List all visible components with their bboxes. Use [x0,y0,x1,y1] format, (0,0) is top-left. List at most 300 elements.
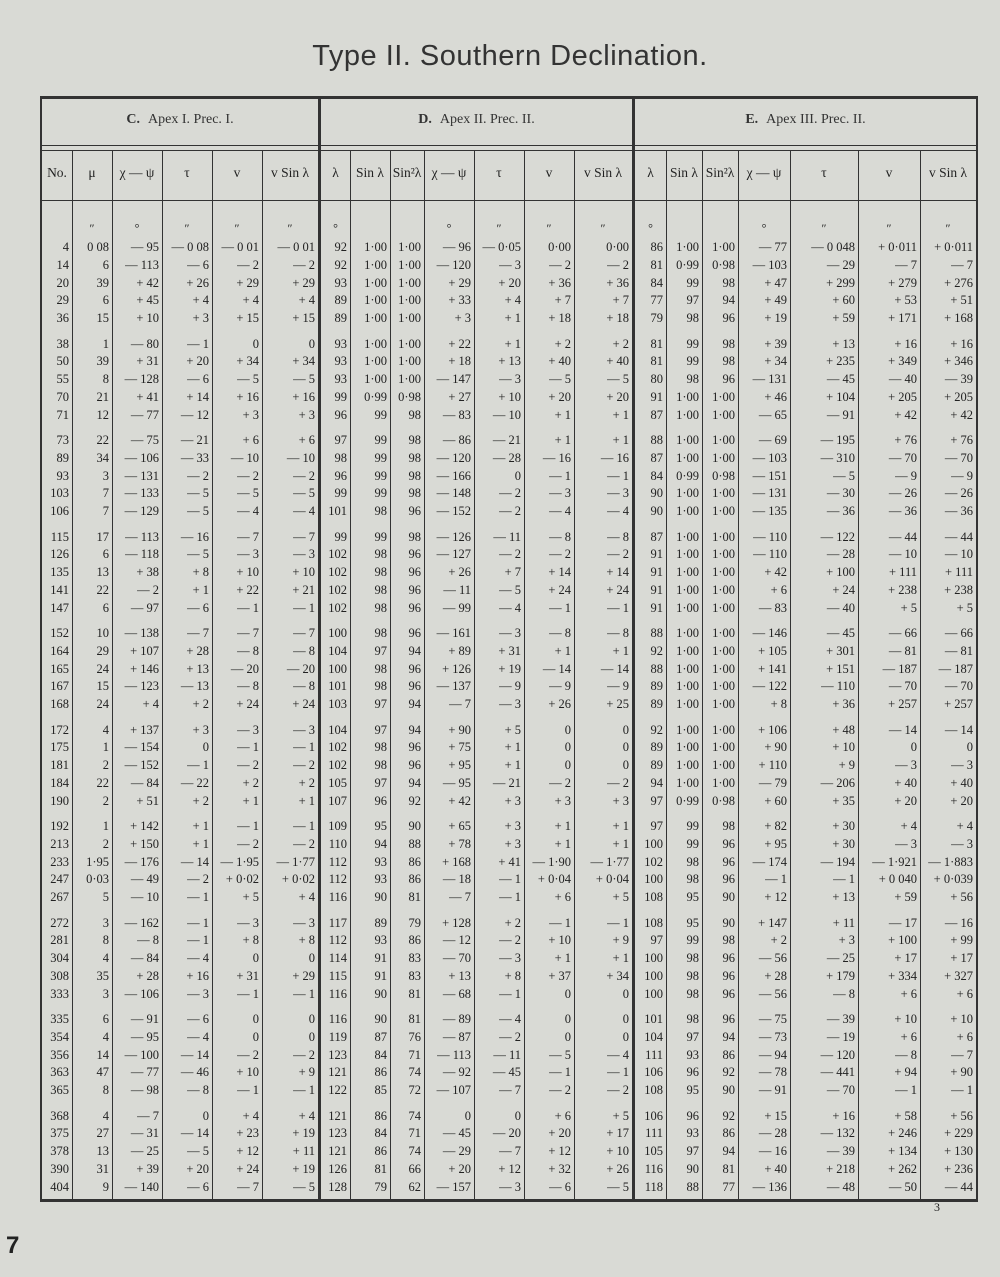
table-cell: 1·00 [676,486,699,501]
table-row [0,408,1000,425]
column-header: v [885,165,893,180]
table-cell: 96 [686,1108,699,1123]
table-cell: 89 [650,758,663,773]
table-cell: — 16 [542,450,571,465]
table-cell: + 22 [236,582,259,597]
table-cell: 116 [328,1012,347,1026]
table-cell: 112 [328,854,347,869]
table-cell: 1·00 [712,600,735,615]
table-cell: 91 [650,389,663,404]
unit-label: ″ [234,221,240,235]
table-cell: — 5 [187,1144,209,1159]
table-cell: 39 [96,354,109,369]
table-cell: + 31 [136,354,159,369]
table-cell: + 10 [548,933,571,948]
table-cell: — 4 [499,600,521,615]
table-cell: 233 [50,854,69,869]
table-cell: 375 [50,1126,69,1141]
table-cell: + 128 [442,915,471,930]
table-cell: 0 [564,986,571,1001]
table-cell: — 1 [237,600,259,615]
table-cell: + 18 [448,354,471,369]
table-cell: 96 [408,626,421,640]
table-cell: 72 [408,1083,421,1098]
table-cell: + 2 [504,915,521,930]
table-cell: 22 [96,775,109,790]
table-cell: + 29 [292,275,315,290]
table-cell: 107 [328,793,347,808]
table-cell: 6 [102,1012,109,1026]
table-cell: 98 [722,336,735,351]
table-cell: — 136 [752,1179,787,1194]
table-cell: — 5 [237,486,259,501]
table-cell: 116 [328,890,347,905]
table-cell: + 141 [758,661,787,676]
table-cell: — 6 [549,1179,571,1194]
table-cell: — 9 [607,679,629,694]
table-cell: + 36 [832,697,855,712]
table-cell: — 70 [944,679,973,694]
table-cell: + 9 [838,758,855,773]
table-cell: + 21 [292,582,315,597]
table-cell: + 126 [442,661,471,676]
table-cell: — 8 [607,626,629,640]
table-cell: 1·00 [364,311,387,326]
table-cell: — 9 [895,468,917,483]
table-cell: — 4 [293,504,315,519]
table-cell: — 2 [237,836,259,851]
table-row [0,872,1000,889]
table-cell: — 1·95 [220,854,259,869]
table-cell: — 13 [180,679,209,694]
table-cell: + 42 [950,407,973,422]
table-cell: 99 [334,486,347,501]
column-header: v Sin λ [583,165,623,180]
table-cell: — 5 [607,1179,629,1194]
table-cell: + 14 [606,565,629,580]
table-cell: 6 [102,600,109,615]
table-cell: + 16 [186,968,209,983]
table-cell: 390 [50,1161,69,1176]
table-cell: 87 [650,529,663,544]
table-row [0,311,1000,328]
table-cell: 4 [102,722,109,737]
table-cell: 8 [102,372,109,387]
table-cell: 83 [408,968,421,983]
table-cell: 90 [722,890,735,905]
table-cell: — 1 [237,740,259,755]
table-cell: — 110 [753,547,787,562]
table-cell: + 60 [832,293,855,308]
table-cell: 83 [408,951,421,966]
table-cell: — 2 [607,775,629,790]
table-row [0,1144,1000,1161]
table-cell: — 3 [293,547,315,562]
table-cell: 93 [334,354,347,369]
table-cell: 1 [102,336,109,351]
table-cell: + 45 [136,293,159,308]
table-cell: — 87 [442,1029,471,1044]
table-cell: 86 [374,1065,387,1080]
table-cell: 184 [50,775,69,790]
table-cell: + 29 [292,968,315,983]
table-cell: 14 [56,257,69,272]
table-cell: — 20 [492,1126,521,1141]
table-cell: — 138 [124,626,159,640]
table-cell: 121 [328,1065,347,1080]
table-cell: 0 [308,1012,315,1026]
table-cell: 99 [686,836,699,851]
table-cell: + 12 [764,890,787,905]
table-cell: 81 [408,890,421,905]
page-title: Type II. Southern Declination. [312,40,708,72]
table-cell: + 7 [612,293,629,308]
table-cell: + 134 [888,1144,917,1159]
table-cell: + 205 [944,389,973,404]
table-cell: — 1 [765,872,787,887]
table-cell: — 1 [499,986,521,1001]
table-cell: 86 [408,872,421,887]
table-cell: + 168 [442,854,471,869]
table-cell: 6 [102,257,109,272]
table-cell: — 91 [758,1083,787,1098]
table-cell: + 24 [832,582,855,597]
table-cell: + 42 [894,407,917,422]
table-cell: + 1 [612,951,629,966]
table-cell: + 0·04 [537,872,571,887]
table-cell: 1·00 [712,450,735,465]
unit-label: ″ [287,221,293,235]
table-cell: — 166 [436,468,471,483]
table-cell: + 42 [764,565,787,580]
table-cell: 98 [686,1012,699,1026]
table-cell: + 334 [888,968,917,983]
table-cell: 0 [252,1012,259,1026]
table-cell: — 3 [293,915,315,930]
table-cell: + 3 [192,311,209,326]
table-cell: + 0·011 [934,240,973,254]
table-cell: 101 [644,1012,663,1026]
table-cell: 87 [650,407,663,422]
table-cell: — 1 [293,600,315,615]
table-cell: — 5 [187,486,209,501]
table-cell: + 111 [889,565,917,580]
table-cell: + 99 [950,933,973,948]
table-cell: + 35 [832,793,855,808]
table-cell: — 120 [436,450,471,465]
table-row [0,987,1000,1004]
table-row [0,855,1000,872]
table-cell: — 7 [895,257,917,272]
table-cell: 94 [408,775,421,790]
table-cell: 281 [50,933,69,948]
table-cell: 172 [50,722,69,737]
table-cell: — 12 [180,407,209,422]
table-cell: 115 [50,529,69,544]
table-row [0,372,1000,389]
table-cell: 87 [650,450,663,465]
table-row [0,758,1000,775]
table-cell: — 162 [124,915,159,930]
table-cell: 94 [374,836,387,851]
table-cell: + 299 [826,275,855,290]
table-cell: 94 [650,775,663,790]
table-cell: — 56 [758,951,787,966]
table-cell: — 1 [237,819,259,833]
table-cell: + 100 [888,933,917,948]
table-cell: — 4 [187,1029,209,1044]
table-cell: — 6 [187,257,209,272]
table-cell: — 2 [549,257,571,272]
table-cell: 1·00 [364,336,387,351]
table-cell: 106 [644,1108,663,1123]
table-row [0,601,1000,618]
table-cell: + 20 [498,275,521,290]
table-cell: — 1 [607,1065,629,1080]
table-cell: 88 [686,1179,699,1194]
table-cell: + 53 [894,293,917,308]
table-cell: — 5 [549,372,571,387]
column-header: χ — ψ [119,165,155,180]
table-cell: + 257 [944,697,973,712]
table-cell: 1·00 [712,582,735,597]
table-cell: + 20 [894,793,917,808]
table-cell: 98 [374,504,387,519]
table-cell: 1·00 [712,433,735,447]
table-row [0,1030,1000,1047]
table-cell: 335 [50,1012,69,1026]
table-cell: 1·00 [676,565,699,580]
table-cell: — 80 [130,336,159,351]
unit-label: ° [648,221,653,235]
table-cell: 97 [650,793,663,808]
table-cell: 3 [102,915,109,930]
table-cell: — 21 [492,433,521,447]
table-cell: + 49 [764,293,787,308]
table-cell: — 3 [951,836,973,851]
table-cell: 1·00 [676,679,699,694]
table-cell: + 15 [236,311,259,326]
table-cell: 89 [374,915,387,930]
table-cell: 99 [374,450,387,465]
table-cell: — 91 [826,407,855,422]
table-cell: + 20 [950,793,973,808]
table-cell: 29 [96,643,109,658]
table-cell: 91 [650,582,663,597]
table-row [0,951,1000,968]
table-cell: — 29 [826,257,855,272]
table-cell: 98 [408,486,421,501]
table-cell: — 3 [549,486,571,501]
table-cell: 90 [374,986,387,1001]
table-cell: — 14 [888,722,917,737]
table-cell: + 1 [554,836,571,851]
table-cell: — 14 [180,1047,209,1062]
table-cell: 0·98 [712,468,735,483]
table-cell: + 39 [764,336,787,351]
table-cell: + 13 [186,661,209,676]
table-cell: 98 [374,679,387,694]
column-header: μ [88,165,96,180]
table-cell: + 6 [956,986,973,1001]
table-cell: — 1 [187,758,209,773]
table-cell: 106 [644,1065,663,1080]
table-cell: 168 [50,697,69,712]
table-row [0,662,1000,679]
table-row [0,293,1000,310]
table-cell: — 103 [752,450,787,465]
table-cell: 88 [650,433,663,447]
table-cell: — 40 [888,372,917,387]
table-cell: 84 [650,468,663,483]
table-cell: 110 [328,836,347,851]
table-cell: — 1 [187,890,209,905]
table-cell: 0 [622,986,629,1001]
table-cell: — 46 [180,1065,209,1080]
table-row [0,530,1000,547]
table-cell: 1·00 [364,257,387,272]
table-cell: 114 [328,951,347,966]
table-cell: — 120 [436,257,471,272]
table-cell: 1·00 [676,450,699,465]
table-cell: + 82 [764,819,787,833]
table-cell: 1·00 [712,697,735,712]
table-cell: — 2 [293,758,315,773]
table-cell: — 1·921 [872,854,917,869]
table-cell: 104 [644,1029,663,1044]
table-row [0,433,1000,450]
table-cell: + 8 [298,933,315,948]
table-cell: 24 [96,661,109,676]
table-cell: 94 [408,643,421,658]
table-cell: — 8 [833,986,855,1001]
table-cell: — 39 [826,1012,855,1026]
table-cell: — 17 [888,915,917,930]
table-cell: 92 [650,722,663,737]
table-cell: 81 [722,1161,735,1176]
table-cell: + 2 [192,697,209,712]
table-cell: — 1 [549,1065,571,1080]
table-cell: 98 [722,275,735,290]
table-cell: 0 [252,1029,259,1044]
page-number: 3 [934,1200,940,1214]
table-cell: 97 [686,1029,699,1044]
table-cell: 81 [374,1161,387,1176]
table-cell: 1·00 [398,372,421,387]
table-cell: — 2 [607,1083,629,1098]
table-cell: 1·00 [712,407,735,422]
table-cell: 104 [328,722,347,737]
table-cell: + 279 [888,275,917,290]
table-cell: 108 [644,1083,663,1098]
table-cell: 27 [96,1126,109,1141]
table-cell: 0 [622,722,629,737]
table-cell: — 103 [752,257,787,272]
table-cell: + 276 [944,275,973,290]
table-cell: 98 [408,468,421,483]
table-cell: + 36 [548,275,571,290]
section-heading-e: E. Apex III. Prec. II. [745,112,866,127]
column-header: v [233,165,241,180]
table-cell: + 16 [292,389,315,404]
table-cell: + 6 [554,1108,571,1123]
table-cell: 1·00 [398,336,421,351]
table-cell: — 100 [124,1047,159,1062]
table-cell: + 3 [504,819,521,833]
table-cell: + 3 [192,722,209,737]
table-cell: 12 [96,407,109,422]
table-cell: + 42 [136,275,159,290]
table-cell: + 90 [950,1065,973,1080]
table-cell: — 5 [237,372,259,387]
table-cell: + 90 [764,740,787,755]
table-cell: + 76 [894,433,917,447]
table-cell: 1·00 [676,407,699,422]
unit-label: ″ [496,221,502,235]
table-cell: — 83 [442,407,471,422]
table-cell: 96 [722,968,735,983]
table-cell: 109 [328,819,347,833]
table-cell: + 28 [186,643,209,658]
table-cell: 96 [408,758,421,773]
table-cell: 92 [722,1065,735,1080]
table-row [0,626,1000,643]
table-cell: — 84 [130,951,159,966]
table-cell: — 48 [826,1179,855,1194]
table-cell: 126 [328,1161,347,1176]
folio-number: 7 [6,1232,20,1259]
table-cell: + 32 [548,1161,571,1176]
table-cell: + 42 [448,793,471,808]
table-cell: — 1 [293,986,315,1001]
table-cell: 98 [334,450,347,465]
table-cell: — 3 [499,372,521,387]
table-cell: + 1 [192,819,209,833]
table-cell: + 1 [554,819,571,833]
table-cell: + 17 [950,951,973,966]
table-cell: — 4 [187,951,209,966]
table-cell: 17 [96,529,109,544]
table-cell: 118 [644,1179,663,1194]
table-cell: — 152 [436,504,471,519]
table-cell: + 327 [944,968,973,983]
table-cell: 1 [102,740,109,755]
table-cell: + 51 [950,293,973,308]
table-cell: 20 [56,275,69,290]
table-cell: + 18 [548,311,571,326]
table-cell: 81 [650,336,663,351]
table-cell: — 1 [895,1083,917,1098]
table-cell: + 6 [242,433,259,447]
header-rule [40,145,978,146]
table-cell: + 10 [606,1144,629,1159]
table-cell: + 0·02 [281,872,315,887]
table-cell: + 31 [498,643,521,658]
table-cell: — 91 [130,1012,159,1026]
table-cell: 1·00 [676,600,699,615]
table-cell: 98 [374,565,387,580]
table-cell: 100 [644,836,663,851]
table-cell: — 33 [180,450,209,465]
table-cell: 0 [308,951,315,966]
table-cell: + 4 [504,293,521,308]
table-cell: — 16 [944,915,973,930]
table-cell: + 5 [900,600,917,615]
table-cell: — 1 [607,468,629,483]
table-cell: 39 [96,275,109,290]
table-cell: — 7 [951,257,973,272]
table-cell: — 44 [944,529,973,544]
